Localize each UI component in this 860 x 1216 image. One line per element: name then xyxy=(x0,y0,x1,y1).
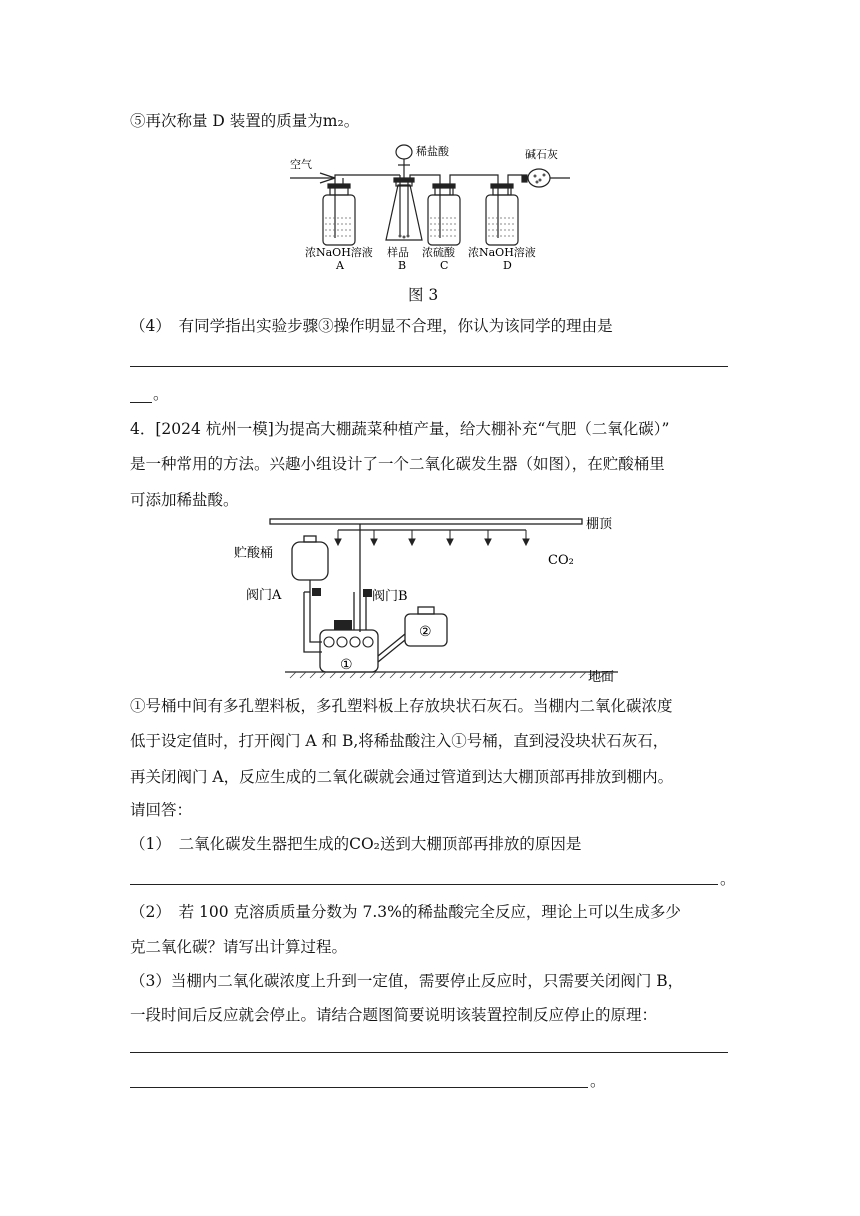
label-a: A xyxy=(336,259,344,272)
label-valve-a: 阀门A xyxy=(246,588,282,603)
sub1-prompt: （1） 二氧化碳发生器把生成的CO₂送到大棚顶部再排放的原因是 xyxy=(130,835,582,853)
sub3-answer-line-2[interactable] xyxy=(130,1087,588,1088)
step5-text: ⑤再次称量 D 装置的质量为m₂。 xyxy=(130,112,360,130)
sub1-end: 。 xyxy=(720,870,736,888)
label-c-name: 浓硫酸 xyxy=(422,246,455,259)
label-ground: 地面 xyxy=(588,670,615,684)
label-d: D xyxy=(503,259,512,272)
sub2-line-1: （2） 若 100 克溶质质量分数为 7.3%的稀盐酸完全反应，理论上可以生成多少 xyxy=(130,903,681,921)
problem4-line-2: 是一种常用的方法。兴趣小组设计了一个二氧化碳发生器（如图），在贮酸桶里 xyxy=(130,455,665,473)
label-roof: 棚顶 xyxy=(586,517,613,532)
label-dilute-hcl: 稀盐酸 xyxy=(416,145,449,158)
label-a-name: 浓NaOH溶液 xyxy=(305,246,373,259)
label-d-name: 浓NaOH溶液 xyxy=(468,246,536,259)
q4-answer-line-2[interactable] xyxy=(130,402,152,403)
sub1-answer-line[interactable] xyxy=(130,884,718,885)
label-b: B xyxy=(398,259,407,272)
co2-generator-figure xyxy=(230,512,630,684)
label-drum-2: ② xyxy=(419,624,432,640)
desc-line-1: ①号桶中间有多孔塑料板，多孔塑料板上存放块状石灰石。当棚内二氧化碳浓度 xyxy=(130,697,673,715)
label-soda-lime: 碱石灰 xyxy=(525,148,558,161)
sub3-answer-line-1[interactable] xyxy=(130,1052,728,1053)
problem4-line-3: 可添加稀盐酸。 xyxy=(130,491,239,509)
label-acid-tank: 贮酸桶 xyxy=(234,546,274,561)
figure-3-caption: 图 3 xyxy=(408,286,439,304)
desc-line-4: 请回答： xyxy=(130,801,193,819)
problem4-line-1: 4．[2024 杭州一模]为提高大棚蔬菜种植产量，给大棚补充“气肥（二氧化碳）” xyxy=(130,420,670,438)
desc-line-2: 低于设定值时，打开阀门 A 和 B,将稀盐酸注入①号桶，直到浸没块状石灰石， xyxy=(130,732,669,750)
sub2-line-2: 克二氧化碳？请写出计算过程。 xyxy=(130,938,348,956)
desc-line-3: 再关闭阀门 A，反应生成的二氧化碳就会通过管道到达大棚顶部再排放到棚内。 xyxy=(130,768,674,786)
label-drum-1: ① xyxy=(340,657,353,673)
sub3-end: 。 xyxy=(590,1072,606,1090)
label-air: 空气 xyxy=(290,158,312,171)
label-b-name: 样品 xyxy=(387,246,409,259)
figure-3-apparatus xyxy=(290,140,580,275)
q4-answer-line-1[interactable] xyxy=(130,366,728,367)
label-co2: CO₂ xyxy=(548,553,574,568)
sub3-line-2: 一段时间后反应就会停止。请结合题图简要说明该装置控制反应停止的原理： xyxy=(130,1006,658,1024)
label-c: C xyxy=(440,259,449,272)
q4-end: 。 xyxy=(153,385,169,403)
q4-prompt: （4） 有同学指出实验步骤③操作明显不合理，你认为该同学的理由是 xyxy=(130,317,613,335)
label-valve-b: 阀门B xyxy=(372,589,408,604)
sub3-line-1: （3）当棚内二氧化碳浓度上升到一定值，需要停止反应时，只需要关闭阀门 B， xyxy=(130,972,684,990)
